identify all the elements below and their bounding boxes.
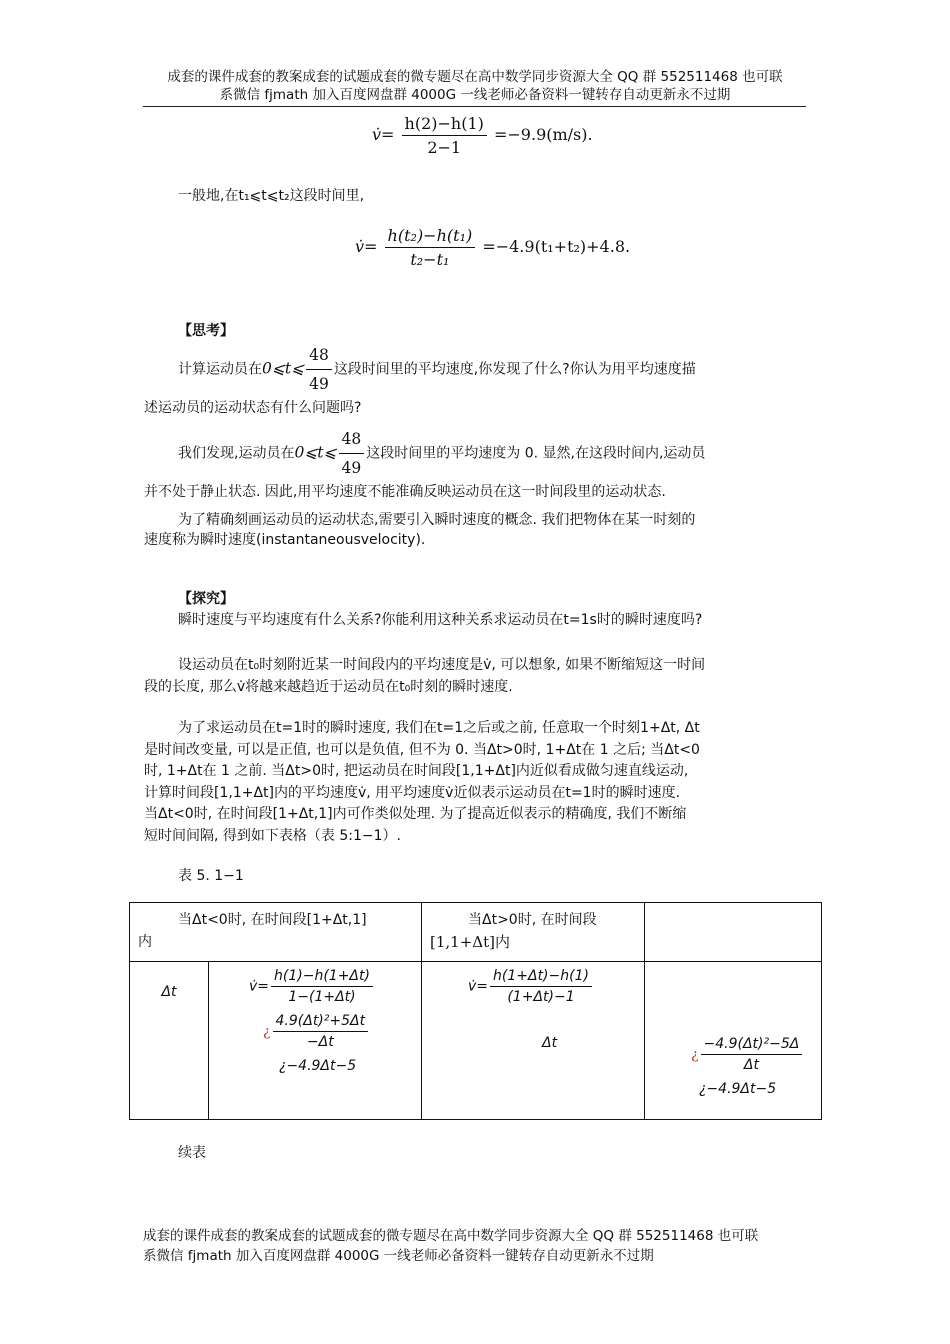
think-q-den: 49 [309, 375, 329, 393]
explore-p2-line: 是时间改变量, 可以是正值, 也可以是负值, 但不为 0. 当Δt>0时, 1+Δt在 1 之后; 当Δt<0 [144, 741, 700, 758]
eq2-numerator: h(t₂)−h(t₁) [385, 226, 476, 248]
footer-line-1: 成套的课件成套的教案成套的试题成套的微专题尽在高中数学同步资源大全 QQ 群 552511468 也可联 [143, 1228, 759, 1244]
think-a-num: 48 [339, 427, 365, 454]
header-cell-negative [130, 903, 422, 962]
think-q-range: 0⩽t⩽ [262, 359, 305, 378]
negative-step2-den: −Δt [306, 1034, 334, 1050]
general-statement: 一般地,在t₁⩽t⩽t₂这段时间里, [178, 188, 365, 204]
negative-step2-prefix: ¿ [263, 1023, 271, 1040]
negative-step3: ¿−4.9Δt−5 [279, 1058, 357, 1074]
positive-step2-prefix: ¿ [691, 1046, 699, 1063]
explore-p2-line: 当Δt<0时, 在时间段[1+Δt,1]内可作类似处理. 为了提高近似表示的精确度, 我们不断缩 [144, 806, 687, 822]
definition-line2: 速度称为瞬时速度(instantaneousvelocity). [144, 532, 426, 548]
continued-label: 续表 [178, 1145, 206, 1161]
explore-paragraph-1 [144, 654, 809, 698]
header-line-1: 成套的课件成套的教案成套的试题成套的微专题尽在高中数学同步资源大全 QQ 群 552511468 也可联 [167, 69, 783, 85]
negative-step2 [249, 1013, 415, 1050]
negative-step2-num: 4.9(Δt)²+5Δt [273, 1013, 369, 1032]
negative-derivation-cell [209, 962, 422, 1120]
eq2-fraction [385, 226, 476, 269]
explore-p2-line: 计算时间段[1,1+Δt]内的平均速度v̇, 用平均速度v̇近似表示运动员在t=1时的瞬时速度. [144, 784, 681, 801]
negative-eq-lhs: v̇= [249, 978, 270, 995]
positive-step2 [691, 1036, 821, 1073]
positive-derivation-cell [422, 962, 645, 1120]
header-positive-line1: 当Δt>0时, 在时间段 [468, 912, 597, 928]
header-negative-line1: 当Δt<0时, 在时间段[1+Δt,1] [178, 912, 367, 928]
positive-eq-num: h(1+Δt)−h(1) [490, 968, 592, 987]
explore-p2-line: 为了求运动员在t=1时的瞬时速度, 我们在t=1之后或之前, 任意取一个时刻1+Δt, Δt [178, 720, 700, 736]
think-question [144, 343, 809, 420]
instantaneous-velocity-definition [144, 510, 809, 550]
equation-general-velocity [355, 226, 630, 269]
eq2-lhs: v̇= [355, 237, 378, 256]
think-q-line2: 述运动员的运动状态有什么问题吗? [144, 400, 362, 416]
positive-eq [468, 968, 638, 1005]
think-a-part2: 这段时间里的平均速度为 0. 显然,在这段时间内,运动员 [366, 445, 706, 462]
think-q-part2: 这段时间里的平均速度,你发现了什么?你认为用平均速度描 [333, 361, 696, 378]
positive-eq-lhs: v̇= [468, 978, 489, 995]
eq2-rhs: =−4.9(t₁+t₂)+4.8. [482, 237, 631, 256]
table-caption: 表 5. 1−1 [178, 868, 244, 884]
footer-line-2: 系微信 fjmath 加入百度网盘群 4000G 一线老师必备资料一键转存自动更新永不过期 [143, 1248, 654, 1264]
delta-t-label-cell: Δt [130, 962, 209, 1120]
eq2-denominator: t₂−t₁ [410, 250, 450, 269]
header-negative-line2: 内 [138, 934, 152, 950]
negative-eq-den: 1−(1+Δt) [288, 989, 356, 1005]
think-answer [144, 427, 809, 504]
page-footer [143, 1226, 758, 1266]
think-a-line2: 并不处于静止状态. 因此,用平均速度不能准确反映运动员在这一时间段里的运动状态. [144, 484, 666, 500]
think-a-range: 0⩽t⩽ [294, 443, 337, 462]
equation-average-velocity [372, 114, 593, 157]
table-body-row [130, 962, 822, 1120]
positive-step2-fraction [701, 1036, 803, 1073]
table-header-row [130, 903, 822, 962]
velocity-table [129, 902, 822, 1120]
eq1-lhs: v̇= [372, 125, 395, 144]
negative-step2-fraction [273, 1013, 369, 1050]
eq1-denominator: 2−1 [427, 138, 462, 157]
page-header [0, 68, 950, 104]
positive-step2-den: Δt [743, 1057, 759, 1073]
definition-line1: 为了精确刻画运动员的运动状态,需要引入瞬时速度的概念. 我们把物体在某一时刻的 [178, 512, 696, 528]
positive-step3: ¿−4.9Δt−5 [699, 1081, 777, 1097]
explore-paragraph-2 [144, 718, 809, 847]
eq1-fraction [402, 114, 487, 157]
negative-eq-fraction [271, 968, 373, 1005]
positive-delta-t: Δt [542, 1035, 558, 1051]
positive-result-cell [645, 962, 822, 1120]
think-q-fraction [306, 343, 332, 396]
header-positive-line2: [1,1+Δt]内 [430, 933, 510, 951]
positive-eq-fraction [490, 968, 592, 1005]
header-rule [143, 106, 806, 107]
explore-heading: 【探究】 [178, 591, 234, 607]
think-a-fraction [339, 427, 365, 480]
header-line-2: 系微信 fjmath 加入百度网盘群 4000G 一线老师必备资料一键转存自动更新永不过期 [219, 87, 731, 103]
header-cell-positive [422, 903, 645, 962]
explore-p1-line2: 段的长度, 那么v̇将越来越趋近于运动员在t₀时刻的瞬时速度. [144, 679, 513, 695]
positive-step2-num: −4.9(Δt)²−5Δ [701, 1036, 803, 1055]
negative-eq-num: h(1)−h(1+Δt) [271, 968, 373, 987]
think-a-part1: 我们发现,运动员在 [178, 445, 295, 462]
explore-p1-line1: 设运动员在t₀时刻附近某一时间段内的平均速度是v̇, 可以想象, 如果不断缩短这一时间 [178, 657, 706, 673]
negative-eq [249, 968, 415, 1005]
header-cell-empty [645, 903, 822, 962]
explore-p2-line: 短时间间隔, 得到如下表格（表 5:1−1）. [144, 827, 401, 844]
explore-question [144, 610, 809, 630]
think-q-num: 48 [306, 343, 332, 370]
eq1-rhs: =−9.9(m/s). [493, 125, 593, 144]
think-heading: 【思考】 [178, 323, 234, 339]
think-q-part1: 计算运动员在 [178, 361, 262, 378]
eq1-numerator: h(2)−h(1) [402, 114, 487, 136]
positive-eq-den: (1+Δt)−1 [507, 989, 575, 1005]
explore-p2-line: 时, 1+Δt在 1 之前. 当Δt>0时, 把运动员在时间段[1,1+Δt]内近似看成做匀速直线运动, [144, 763, 689, 779]
explore-question-text: 瞬时速度与平均速度有什么关系?你能利用这种关系求运动员在t=1s时的瞬时速度吗? [178, 612, 703, 628]
think-a-den: 49 [341, 459, 362, 477]
